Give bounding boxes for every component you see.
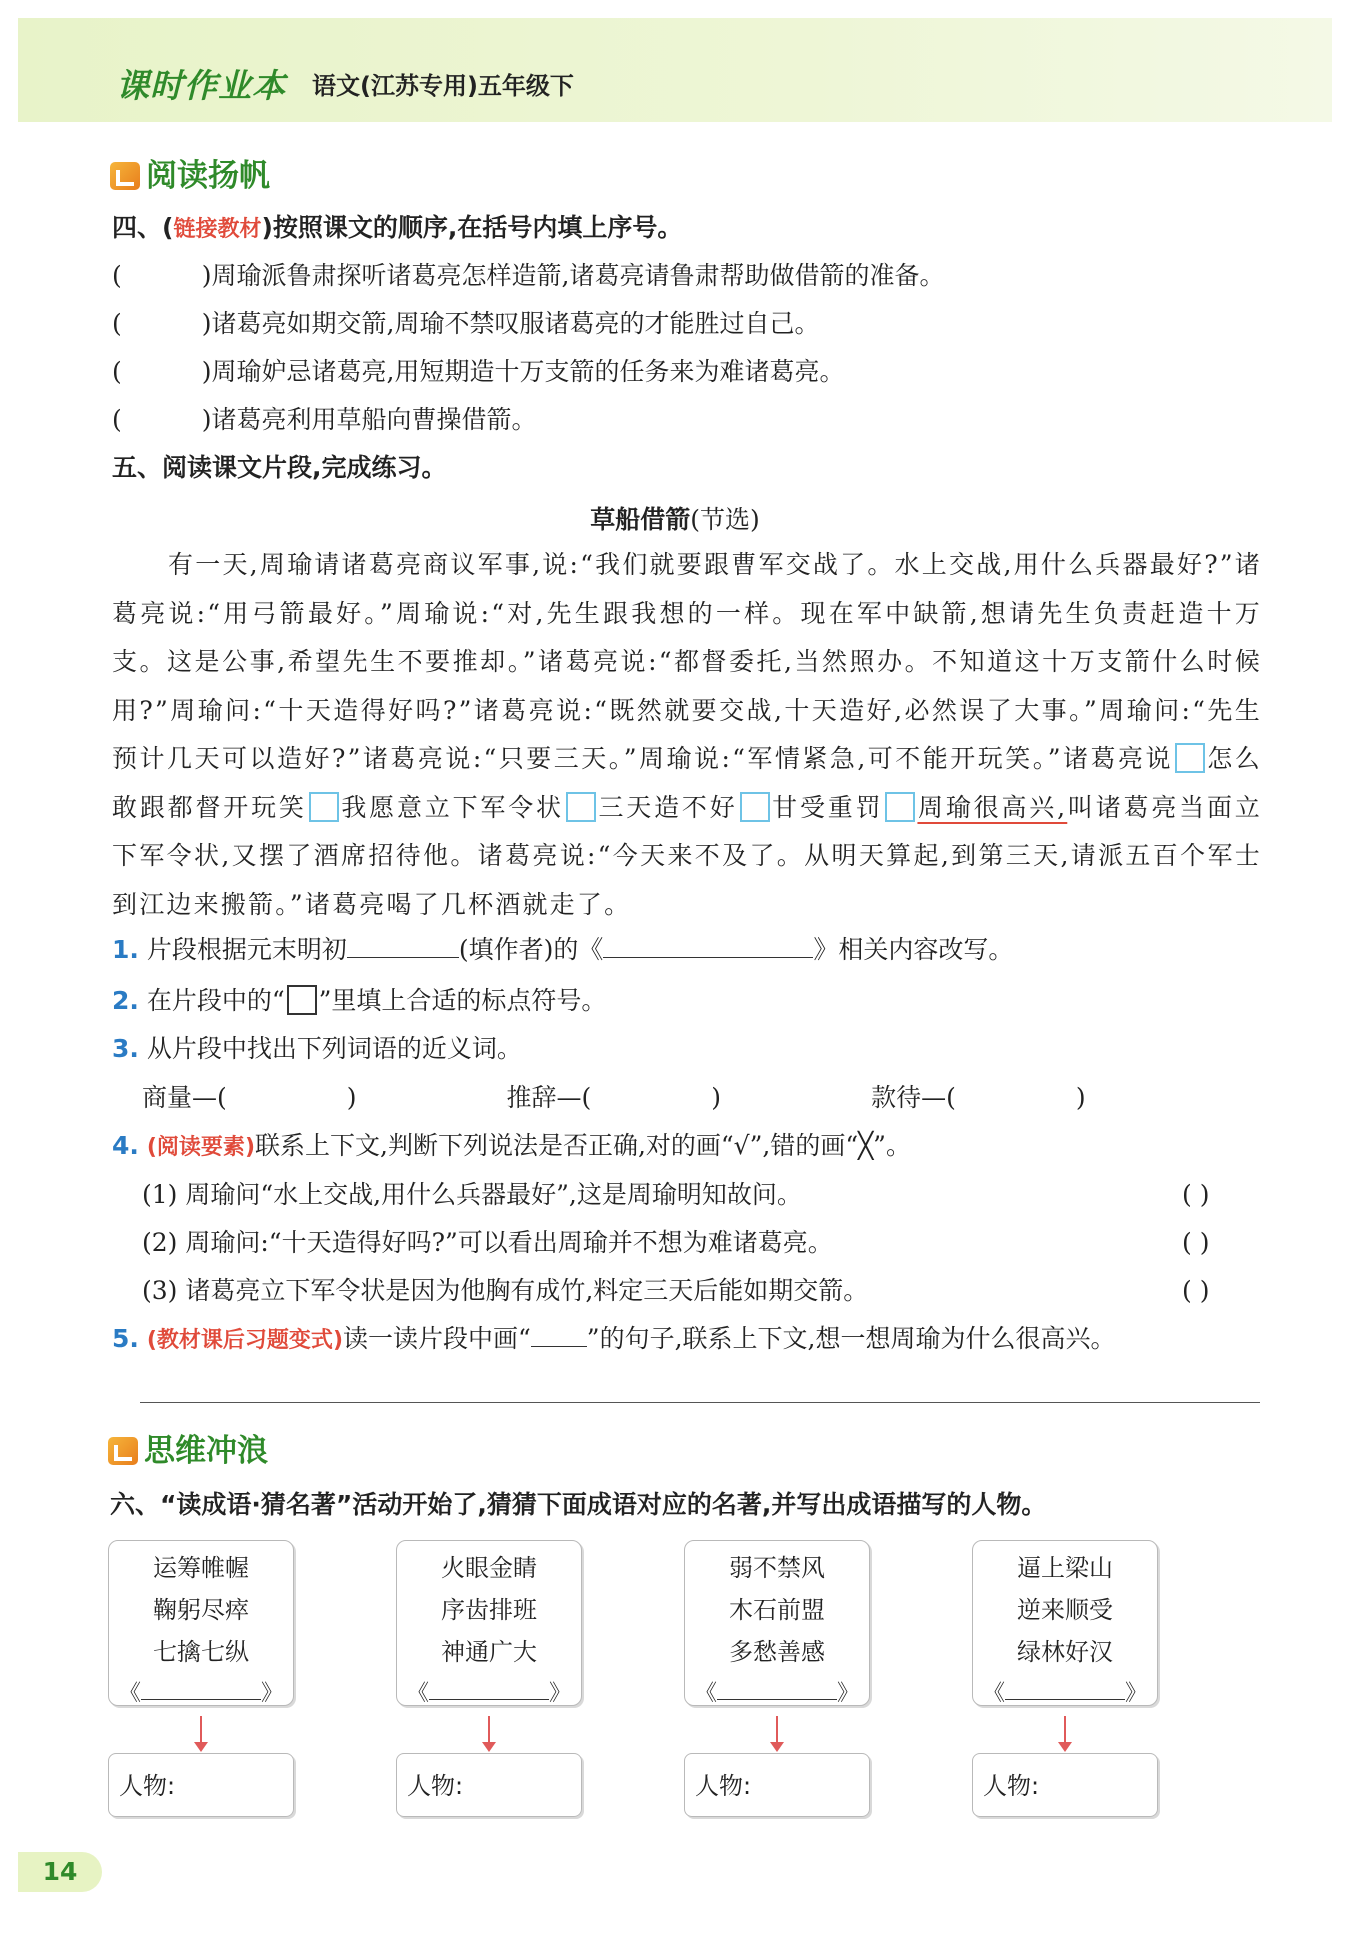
sub4-item: (2) 周瑜问:“十天造得好吗?”可以看出周瑜并不想为难诸葛亮。 bbox=[142, 1228, 833, 1257]
passage-text: 有一天,周瑜请诸葛亮商议军事,说:“我们就要跟曹军交战了。水上交战,用什么兵器最好?”诸葛亮说:“用弓箭最好。”周瑜说:“对,先生跟我想的一样。现在军中缺箭,想请先生负责赶造十万支。这是公事,希望先生不要推却。”诸葛亮说:“都督委托,当然照办。不知道这十万支箭什么时候用?”周瑜问:“十天造得好吗?”诸葛亮说:“既然就要交战,十天造好,必然误了大事。”周瑜问:“先生预计几天可以造好?”诸葛亮说:“只要三天。”周瑜说:“军情紧急,可不能开玩笑。”诸葛亮说 怎么敢跟都督开玩笑 我愿意立下军令状 三天造不好 甘受重罚 周瑜很高兴,叫诸葛亮当面立下军令状,又摆了酒席招待他。诸葛亮说:“今天来不及了。从明天算起,到第三天,请派五百个军士到江边来搬箭。”诸葛亮喝了几杯酒就走了。 bbox=[112, 550, 1262, 919]
punct-box[interactable] bbox=[740, 792, 770, 822]
punct-box[interactable] bbox=[566, 792, 596, 822]
underline-sample bbox=[531, 1346, 587, 1347]
q4-item: ( )周瑜妒忌诸葛亮,用短期造十万支箭的任务来为难诸葛亮。 bbox=[112, 357, 845, 386]
arrow-down-icon bbox=[1064, 1716, 1066, 1744]
q5-title: 五、阅读课文片段,完成练习。 bbox=[112, 453, 447, 482]
person-box[interactable]: 人物: bbox=[684, 1753, 870, 1817]
book-name-blank[interactable] bbox=[1005, 1699, 1125, 1700]
person-box[interactable]: 人物: bbox=[972, 1753, 1158, 1817]
q4-item: ( )周瑜派鲁肃探听诸葛亮怎样造箭,诸葛亮请鲁肃帮助做借箭的准备。 bbox=[112, 261, 945, 290]
book-blank[interactable] bbox=[603, 957, 813, 958]
section-title: 思维冲浪 bbox=[144, 1433, 268, 1469]
sub1: 1. 片段根据元末明初 (填作者)的《 》相关内容改写。 bbox=[112, 935, 1014, 964]
punct-box[interactable] bbox=[885, 792, 915, 822]
page-number: 14 bbox=[18, 1852, 102, 1892]
punct-box[interactable] bbox=[309, 792, 339, 822]
section-title: 阅读扬帆 bbox=[146, 158, 270, 194]
sail-icon bbox=[110, 162, 140, 190]
author-blank[interactable] bbox=[347, 957, 459, 958]
judge-paren[interactable]: ( ) bbox=[1182, 1276, 1210, 1305]
answer-line[interactable] bbox=[140, 1402, 1260, 1403]
book-name-blank[interactable] bbox=[429, 1699, 549, 1700]
judge-paren[interactable]: ( ) bbox=[1182, 1228, 1210, 1257]
arrow-down-icon bbox=[776, 1716, 778, 1744]
passage-title: 草船借箭(节选) bbox=[590, 505, 760, 534]
q4-item: ( )诸葛亮如期交箭,周瑜不禁叹服诸葛亮的才能胜过自己。 bbox=[112, 309, 820, 338]
section-thinking bbox=[108, 1425, 268, 1470]
sub2: 2. 在片段中的“ ”里填上合适的标点符号。 bbox=[112, 986, 607, 1015]
arrow-down-icon bbox=[200, 1716, 202, 1744]
sub4-item: (3) 诸葛亮立下军令状是因为他胸有成竹,料定三天后能如期交箭。 bbox=[142, 1276, 869, 1305]
sub4-item: (1) 周瑜问“水上交战,用什么兵器最好”,这是周瑜明知故问。 bbox=[142, 1180, 802, 1209]
idiom-card: 弱不禁风 木石前盟 多愁善感 《 》 bbox=[684, 1540, 870, 1706]
section-reading bbox=[110, 150, 270, 195]
punct-box[interactable] bbox=[1175, 743, 1205, 773]
arrow-down-icon bbox=[488, 1716, 490, 1744]
box-symbol bbox=[287, 985, 317, 1015]
brand-title: 课时作业本 bbox=[116, 66, 286, 105]
sub4-tag: 阅读要素 bbox=[156, 1135, 245, 1160]
q4-item: ( )诸葛亮利用草船向曹操借箭。 bbox=[112, 405, 537, 434]
person-box[interactable]: 人物: bbox=[396, 1753, 582, 1817]
idiom-card: 火眼金睛 序齿排班 神通广大 《 》 bbox=[396, 1540, 582, 1706]
idiom-card: 逼上梁山 逆来顺受 绿林好汉 《 》 bbox=[972, 1540, 1158, 1706]
sub4: 4. (阅读要素)联系上下文,判断下列说法是否正确,对的画“√”,错的画“╳”。 bbox=[112, 1131, 911, 1160]
person-box[interactable]: 人物: bbox=[108, 1753, 294, 1817]
sub3-words: 商量—( ) 推辞—( ) 款待—( ) bbox=[142, 1083, 1086, 1112]
wave-icon bbox=[108, 1437, 138, 1465]
q6-title: 六、“读成语·猜名著”活动开始了,猜猜下面成语对应的名著,并写出成语描写的人物。 bbox=[110, 1490, 1047, 1519]
book-name-blank[interactable] bbox=[717, 1699, 837, 1700]
book-name-blank[interactable] bbox=[141, 1699, 261, 1700]
judge-paren[interactable]: ( ) bbox=[1182, 1180, 1210, 1209]
idiom-card: 运筹帷幄 鞠躬尽瘁 七擒七纵 《 》 bbox=[108, 1540, 294, 1706]
sub5-tag: 教材课后习题变式 bbox=[156, 1328, 333, 1353]
q4-title: 四、(链接教材)按照课文的顺序,在括号内填上序号。 bbox=[112, 213, 683, 242]
underlined-sentence: 周瑜很高兴, bbox=[917, 792, 1068, 822]
sub3: 3. 从片段中找出下列词语的近义词。 bbox=[112, 1034, 522, 1063]
q4-tag: 链接教材 bbox=[173, 217, 262, 242]
subject-title: 语文(江苏专用)五年级下 bbox=[312, 72, 574, 100]
sub5: 5. (教材课后习题变式)读一读片段中画“ ”的句子,联系上下文,想一想周瑜为什么很高兴。 bbox=[112, 1324, 1116, 1353]
